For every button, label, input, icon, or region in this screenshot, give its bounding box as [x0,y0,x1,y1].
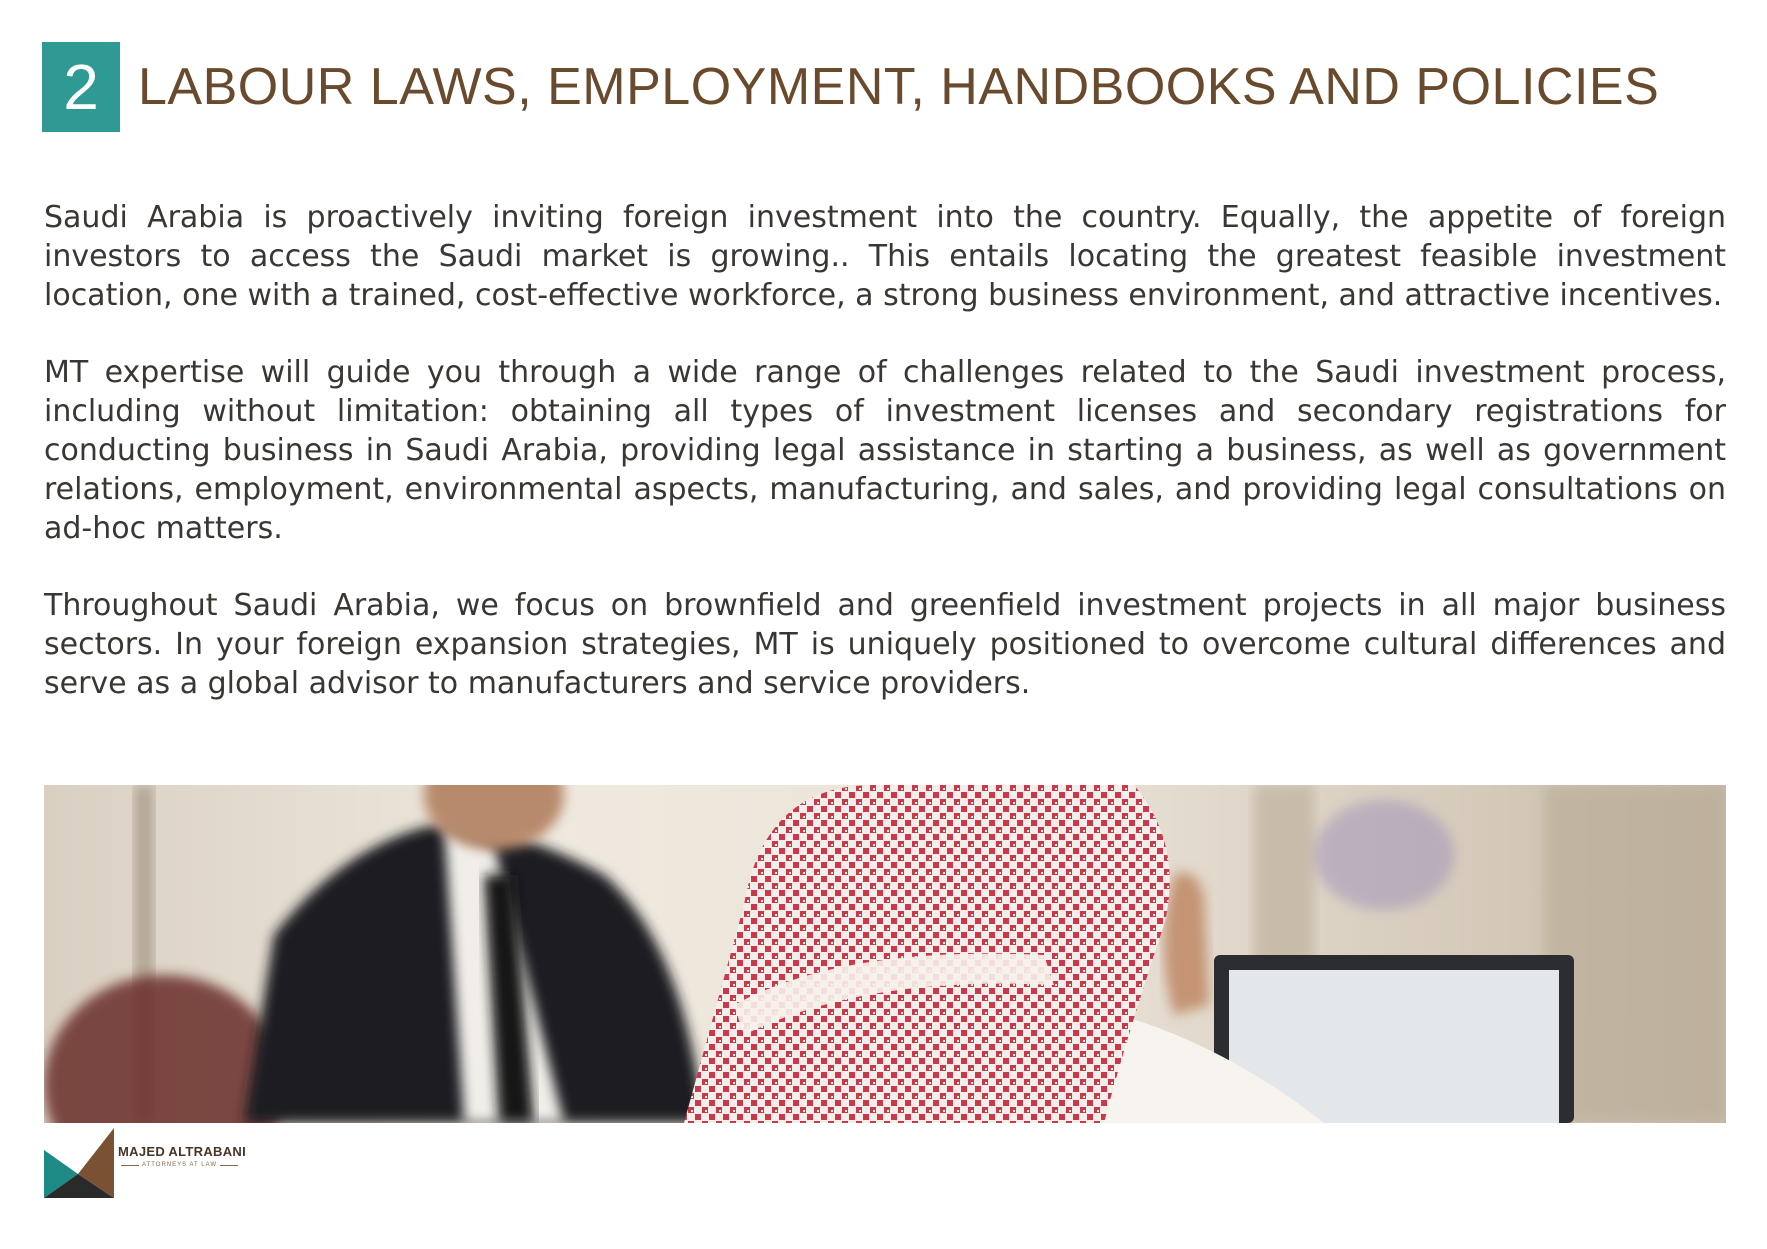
logo-tagline: ATTORNEYS AT LAW [142,1162,218,1168]
paragraph-3: Throughout Saudi Arabia, we focus on brownfield and greenfield investment projects in all major business sectors. In your foreign expansion strategies, MT is uniquely positioned to overcome cultural differences and serve as a global advisor to manufacturers and service providers. [44,588,1726,701]
firm-logo [44,1128,246,1198]
logo-mark-icon [44,1128,114,1198]
paragraph-2: MT expertise will guide you through a wide range of challenges related to the Saudi investment process, including without limitation: obtaining all types of investment licenses and secondary registrations for conducting business in Saudi Arabia, providing legal assistance in starting a business, as well as government relations, employment, environmental aspects, manufacturing, and sales, and providing legal consultations on ad-hoc matters. [44,355,1726,546]
section-number-badge: 2 [42,42,120,132]
business-meeting-photo [44,785,1726,1123]
logo-name: MAJED ALTRABANI [118,1144,246,1159]
body-text [44,198,1726,741]
page-title: LABOUR LAWS, EMPLOYMENT, HANDBOOKS AND POLICIES [138,58,1660,116]
paragraph-1: Saudi Arabia is proactively inviting foreign investment into the country. Equally, the appetite of foreign investors to access the Saudi market is growing.. This entails locating the greatest feasible investment location, one with a trained, cost-effective workforce, a strong business environment, and attractive incentives. [44,200,1726,313]
section-header [42,42,1659,132]
